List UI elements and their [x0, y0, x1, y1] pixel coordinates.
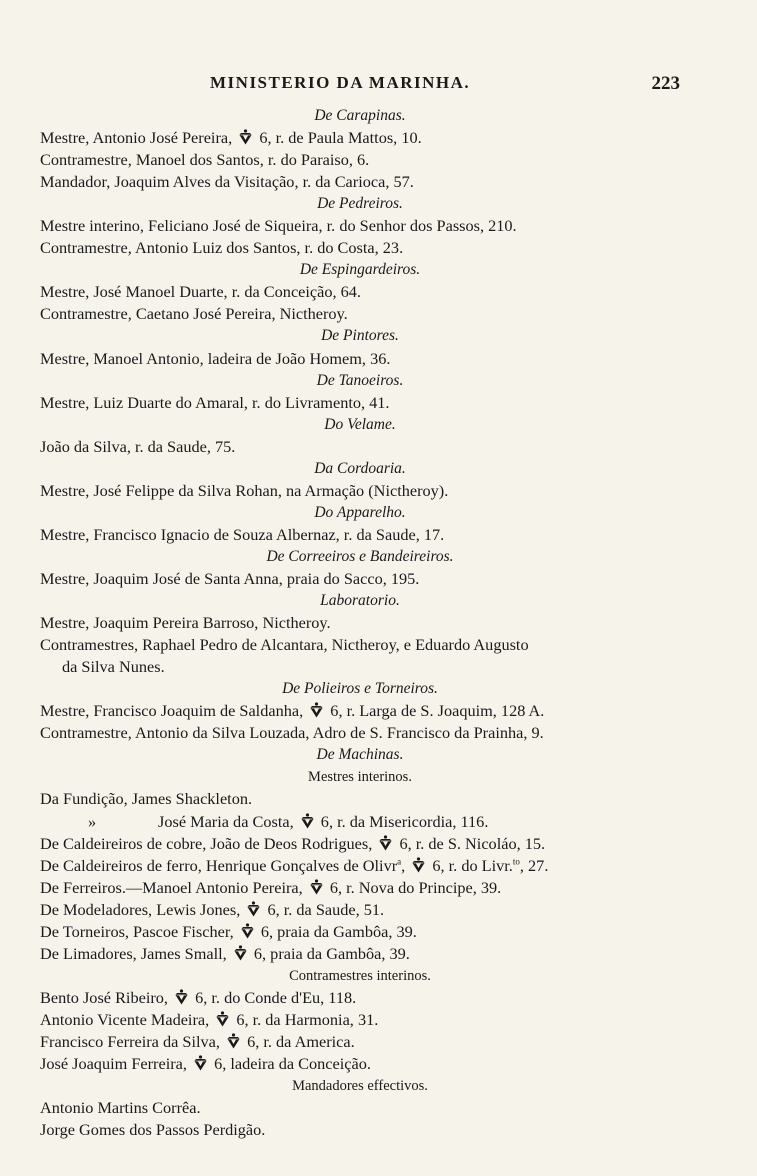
subsection-heading-text: Mestres interinos.	[308, 769, 412, 786]
entry-superscript: to	[512, 856, 520, 867]
list-item	[40, 436, 680, 458]
list-item	[40, 634, 680, 656]
section-heading	[40, 325, 680, 347]
entry-text: Mestre, Francisco Ignacio de Souza Albernaz, r. da Saude, 17.	[40, 524, 445, 544]
order-emblem-icon	[238, 129, 253, 145]
entry-text: João da Silva, r. da Saude, 75.	[40, 436, 236, 456]
section-heading	[40, 678, 680, 700]
entry-text: 6, r. do Livr.	[432, 855, 513, 875]
list-item	[40, 524, 680, 546]
list-item	[40, 348, 680, 370]
section-heading-text: Laboratorio.	[320, 592, 400, 610]
running-title: MINISTERIO DA MARINHA.	[210, 73, 471, 92]
entry-text: Contramestres, Raphael Pedro de Alcantara, Nictheroy, e Eduardo Augusto	[40, 635, 529, 655]
section-heading-text: De Carapinas.	[314, 107, 406, 124]
entry-superscript: a	[397, 856, 402, 867]
order-emblem-icon	[240, 923, 255, 939]
list-item	[40, 921, 680, 943]
list-item	[40, 855, 680, 877]
entry-text: Mestre, Manoel Antonio, ladeira de João Homem, 36.	[40, 348, 391, 368]
section-heading	[40, 193, 680, 215]
directory-listing	[40, 105, 680, 1141]
section-heading-text: De Correeiros e Bandeireiros.	[266, 547, 454, 565]
order-emblem-icon	[300, 813, 315, 829]
entry-text: De Torneiros, Pascoe Fischer,	[40, 921, 238, 941]
subsection-heading	[40, 1075, 680, 1097]
list-item	[40, 656, 680, 678]
section-heading	[40, 414, 680, 436]
section-heading-text: De Polieiros e Torneiros.	[282, 680, 438, 698]
entry-text: De Modeladores, Lewis Jones,	[40, 899, 245, 919]
order-emblem-icon	[378, 835, 393, 851]
list-item	[40, 303, 680, 325]
entry-text: Antonio Martins Corrêa.	[40, 1098, 201, 1118]
list-item	[40, 877, 680, 899]
entry-text: 6, r. do Conde d'Eu, 118.	[195, 987, 357, 1007]
entry-text: Mestre, Antonio José Pereira,	[40, 128, 237, 148]
entry-text: Contramestre, Antonio da Silva Louzada, Adro de S. Francisco da Prainha, 9.	[40, 723, 544, 743]
entry-text: De Caldeireiros de cobre, João de Deos Rodrigues,	[40, 833, 377, 853]
section-heading-text: De Machinas.	[316, 746, 404, 764]
entry-text: Mandador, Joaquim Alves da Visitação, r. da Carioca, 57.	[40, 172, 414, 192]
order-emblem-icon	[233, 945, 248, 961]
entry-text: Contramestre, Antonio Luiz dos Santos, r. do Costa, 23.	[40, 238, 404, 258]
section-heading-text: Do Velame.	[324, 415, 396, 433]
list-item	[40, 281, 680, 303]
page-number: 223	[651, 73, 680, 94]
list-item	[40, 987, 680, 1009]
entry-text: Mestre interino, Feliciano José de Siqueira, r. do Senhor dos Passos, 210.	[40, 216, 517, 236]
entry-text: 6, praia da Gambôa, 39.	[260, 921, 417, 941]
entry-text: José Joaquim Ferreira,	[40, 1054, 192, 1074]
section-heading-text: Do Apparelho.	[314, 503, 406, 521]
list-item	[40, 215, 680, 237]
subsection-heading-text: Contramestres interinos.	[289, 967, 431, 984]
list-item	[40, 943, 680, 965]
ditto-mark: »	[88, 811, 97, 831]
section-heading	[40, 546, 680, 568]
list-item	[40, 899, 680, 921]
entry-text: Mestre, Luiz Duarte do Amaral, r. do Livramento, 41.	[40, 392, 390, 412]
entry-text: Contramestre, Caetano José Pereira, Nictheroy.	[40, 304, 348, 324]
section-heading	[40, 744, 680, 766]
order-emblem-icon	[246, 901, 261, 917]
order-emblem-icon	[309, 879, 324, 895]
list-item	[40, 788, 680, 810]
order-emblem-icon	[215, 1011, 230, 1027]
entry-text: José Maria da Costa,	[158, 811, 298, 831]
entry-text: Contramestre, Manoel dos Santos, r. do Paraiso, 6.	[40, 150, 370, 170]
list-item	[40, 480, 680, 502]
subsection-heading	[40, 766, 680, 788]
section-heading-text: Da Cordoaria.	[314, 459, 406, 477]
section-heading-text: De Pedreiros.	[317, 195, 403, 213]
entry-text: ,	[401, 855, 410, 875]
order-emblem-icon	[411, 857, 426, 873]
entry-text: 6, r. de Paula Mattos, 10.	[259, 128, 422, 148]
section-heading-text: De Pintores.	[321, 327, 399, 345]
order-emblem-icon	[193, 1055, 208, 1071]
section-heading	[40, 259, 680, 281]
list-item	[40, 722, 680, 744]
list-item	[40, 612, 680, 634]
entry-text: 6, r. de S. Nicoláo, 15.	[399, 833, 546, 853]
entry-text: Bento José Ribeiro,	[40, 987, 173, 1007]
subsection-heading	[40, 965, 680, 987]
list-item	[40, 1119, 680, 1141]
section-heading	[40, 502, 680, 524]
section-heading	[40, 370, 680, 392]
entry-text: 6, r. da America.	[247, 1031, 355, 1051]
list-item	[40, 700, 680, 722]
entry-text: 6, r. da Misericordia, 116.	[320, 811, 489, 831]
list-item	[40, 127, 680, 149]
entry-text: 6, r. Nova do Principe, 39.	[329, 877, 502, 897]
entry-text: 6, r. Larga de S. Joaquim, 128 A.	[330, 701, 545, 721]
entry-text: Francisco Ferreira da Silva,	[40, 1031, 225, 1051]
entry-text: 6, r. da Harmonia, 31.	[236, 1009, 379, 1029]
list-item	[40, 392, 680, 414]
list-item	[40, 171, 680, 193]
entry-text: De Limadores, James Small,	[40, 943, 231, 963]
list-item	[40, 149, 680, 171]
entry-text: , 27.	[519, 855, 549, 875]
entry-text: 6, praia da Gambôa, 39.	[253, 943, 410, 963]
entry-text: Mestre, José Felippe da Silva Rohan, na Armação (Nictheroy).	[40, 480, 449, 500]
entry-text: Mestre, José Manoel Duarte, r. da Conceição, 64.	[40, 282, 362, 302]
list-item	[40, 237, 680, 259]
subsection-heading-text: Mandadores effectivos.	[292, 1078, 428, 1095]
list-item	[40, 1053, 680, 1075]
list-item	[40, 1009, 680, 1031]
section-heading	[40, 458, 680, 480]
list-item	[40, 833, 680, 855]
entry-text: 6, ladeira da Conceição.	[214, 1054, 371, 1074]
entry-text: Mestre, Francisco Joaquim de Saldanha,	[40, 701, 308, 721]
entry-text: da Silva Nunes.	[62, 657, 165, 677]
entry-text: Jorge Gomes dos Passos Perdigão.	[40, 1120, 266, 1140]
entry-text: Da Fundição, James Shackleton.	[40, 789, 253, 809]
section-heading-text: De Tanoeiros.	[316, 371, 404, 389]
section-heading	[40, 105, 680, 127]
entry-text: Mestre, Joaquim José de Santa Anna, praia do Sacco, 195.	[40, 568, 420, 588]
section-heading	[40, 590, 680, 612]
list-item	[40, 1097, 680, 1119]
entry-text: Antonio Vicente Madeira,	[40, 1009, 214, 1029]
section-heading-text: De Espingardeiros.	[299, 261, 421, 279]
entry-text: De Caldeireiros de ferro, Henrique Gonçalves de Olivr	[40, 855, 398, 875]
entry-text: De Ferreiros.—Manoel Antonio Pereira,	[40, 877, 307, 897]
list-item	[40, 1031, 680, 1053]
order-emblem-icon	[309, 702, 324, 718]
list-item	[40, 811, 680, 833]
list-item	[40, 568, 680, 590]
order-emblem-icon	[226, 1033, 241, 1049]
entry-text: 6, r. da Saude, 51.	[267, 899, 385, 919]
entry-text: Mestre, Joaquim Pereira Barroso, Nictheroy.	[40, 613, 331, 633]
order-emblem-icon	[174, 989, 189, 1005]
page-header	[40, 73, 680, 97]
